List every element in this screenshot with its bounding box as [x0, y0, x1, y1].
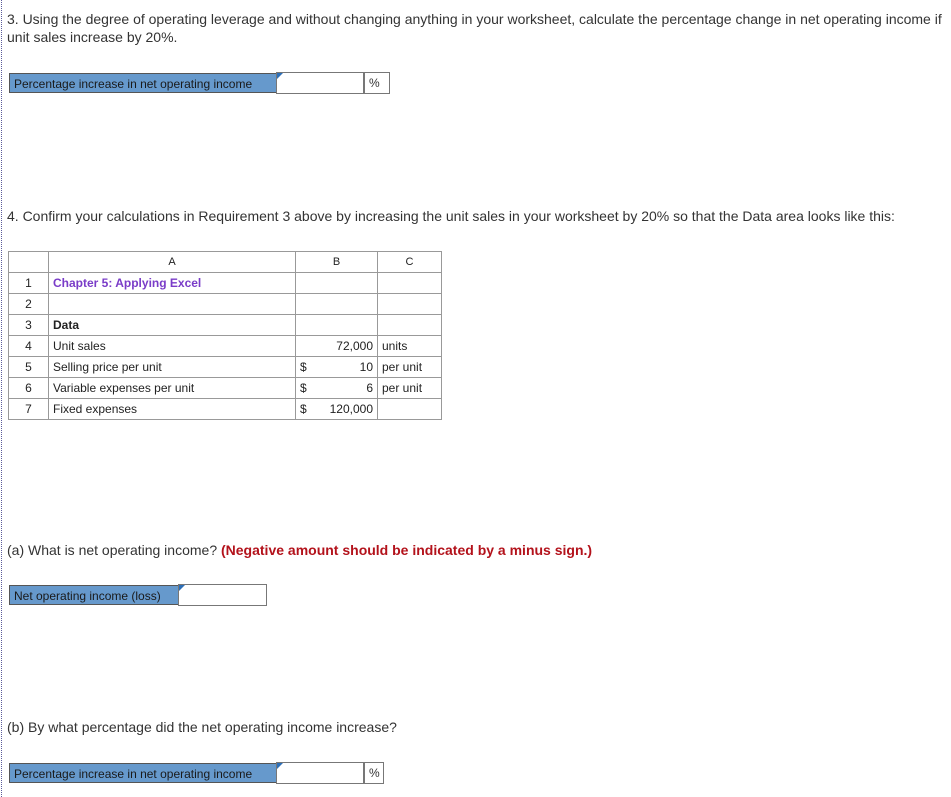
question-3-text: 3. Using the degree of operating leverage and without changing anything in your worksheet, calculate the percentage change in net operating income if unit sales increase by 20%.	[7, 11, 942, 45]
dollar-sign: $	[300, 402, 307, 416]
question-a-prompt: (a) What is net operating income?	[7, 542, 218, 558]
cell-b4: 72,000	[296, 336, 378, 357]
cell-b7-value: 120,000	[329, 402, 373, 416]
dollar-sign: $	[300, 360, 307, 374]
cell-c2	[378, 294, 442, 315]
net-operating-income-input[interactable]	[178, 584, 267, 606]
row-number: 7	[9, 399, 49, 420]
worksheet-data-table	[8, 251, 442, 420]
cell-c7	[378, 399, 442, 420]
cell-b5	[296, 357, 378, 378]
qb-percentage-input[interactable]	[276, 762, 364, 784]
question-a-text	[7, 541, 947, 559]
table-row	[9, 336, 442, 357]
dollar-sign: $	[300, 381, 307, 395]
input-flag-icon	[277, 73, 283, 79]
cell-a7: Fixed expenses	[49, 399, 296, 420]
column-header-b: B	[296, 252, 378, 273]
row-number: 3	[9, 315, 49, 336]
column-header-a: A	[49, 252, 296, 273]
cell-b6	[296, 378, 378, 399]
table-row	[9, 399, 442, 420]
cell-c3	[378, 315, 442, 336]
input-flag-icon	[179, 585, 185, 591]
row-number: 5	[9, 357, 49, 378]
row-number: 1	[9, 273, 49, 294]
cell-a4: Unit sales	[49, 336, 296, 357]
row-number: 6	[9, 378, 49, 399]
question-b-text: (b) By what percentage did the net operating income increase?	[7, 719, 397, 735]
cell-b6-value: 6	[366, 381, 373, 395]
cell-c6: per unit	[378, 378, 442, 399]
q3-percentage-input[interactable]	[276, 72, 364, 94]
input-flag-icon	[277, 763, 283, 769]
cell-b5-value: 10	[359, 360, 373, 374]
table-row	[9, 315, 442, 336]
left-dotted-rule	[1, 0, 2, 797]
cell-a2	[49, 294, 296, 315]
row-number: 4	[9, 336, 49, 357]
cell-a6: Variable expenses per unit	[49, 378, 296, 399]
table-row	[9, 294, 442, 315]
table-row	[9, 357, 442, 378]
cell-c4: units	[378, 336, 442, 357]
q3-percentage-label: Percentage increase in net operating income	[9, 73, 277, 93]
corner-cell	[9, 252, 49, 273]
table-row	[9, 273, 442, 294]
cell-a5: Selling price per unit	[49, 357, 296, 378]
question-4-text: 4. Confirm your calculations in Requirement 3 above by increasing the unit sales in your worksheet by 20% so that the Data area looks like this:	[7, 208, 895, 224]
cell-a3: Data	[49, 315, 296, 336]
column-header-row	[9, 252, 442, 273]
cell-a1: Chapter 5: Applying Excel	[49, 273, 296, 294]
row-number: 2	[9, 294, 49, 315]
cell-c5: per unit	[378, 357, 442, 378]
question-a-note: (Negative amount should be indicated by a minus sign.)	[221, 542, 593, 558]
cell-c1	[378, 273, 442, 294]
qb-percent-unit: %	[364, 762, 384, 784]
q3-percent-unit: %	[364, 72, 390, 94]
cell-b7	[296, 399, 378, 420]
cell-b2	[296, 294, 378, 315]
column-header-c: C	[378, 252, 442, 273]
qb-percentage-label: Percentage increase in net operating income	[9, 763, 277, 783]
table-row	[9, 378, 442, 399]
cell-b1	[296, 273, 378, 294]
cell-b3	[296, 315, 378, 336]
net-operating-income-label: Net operating income (loss)	[9, 585, 179, 605]
